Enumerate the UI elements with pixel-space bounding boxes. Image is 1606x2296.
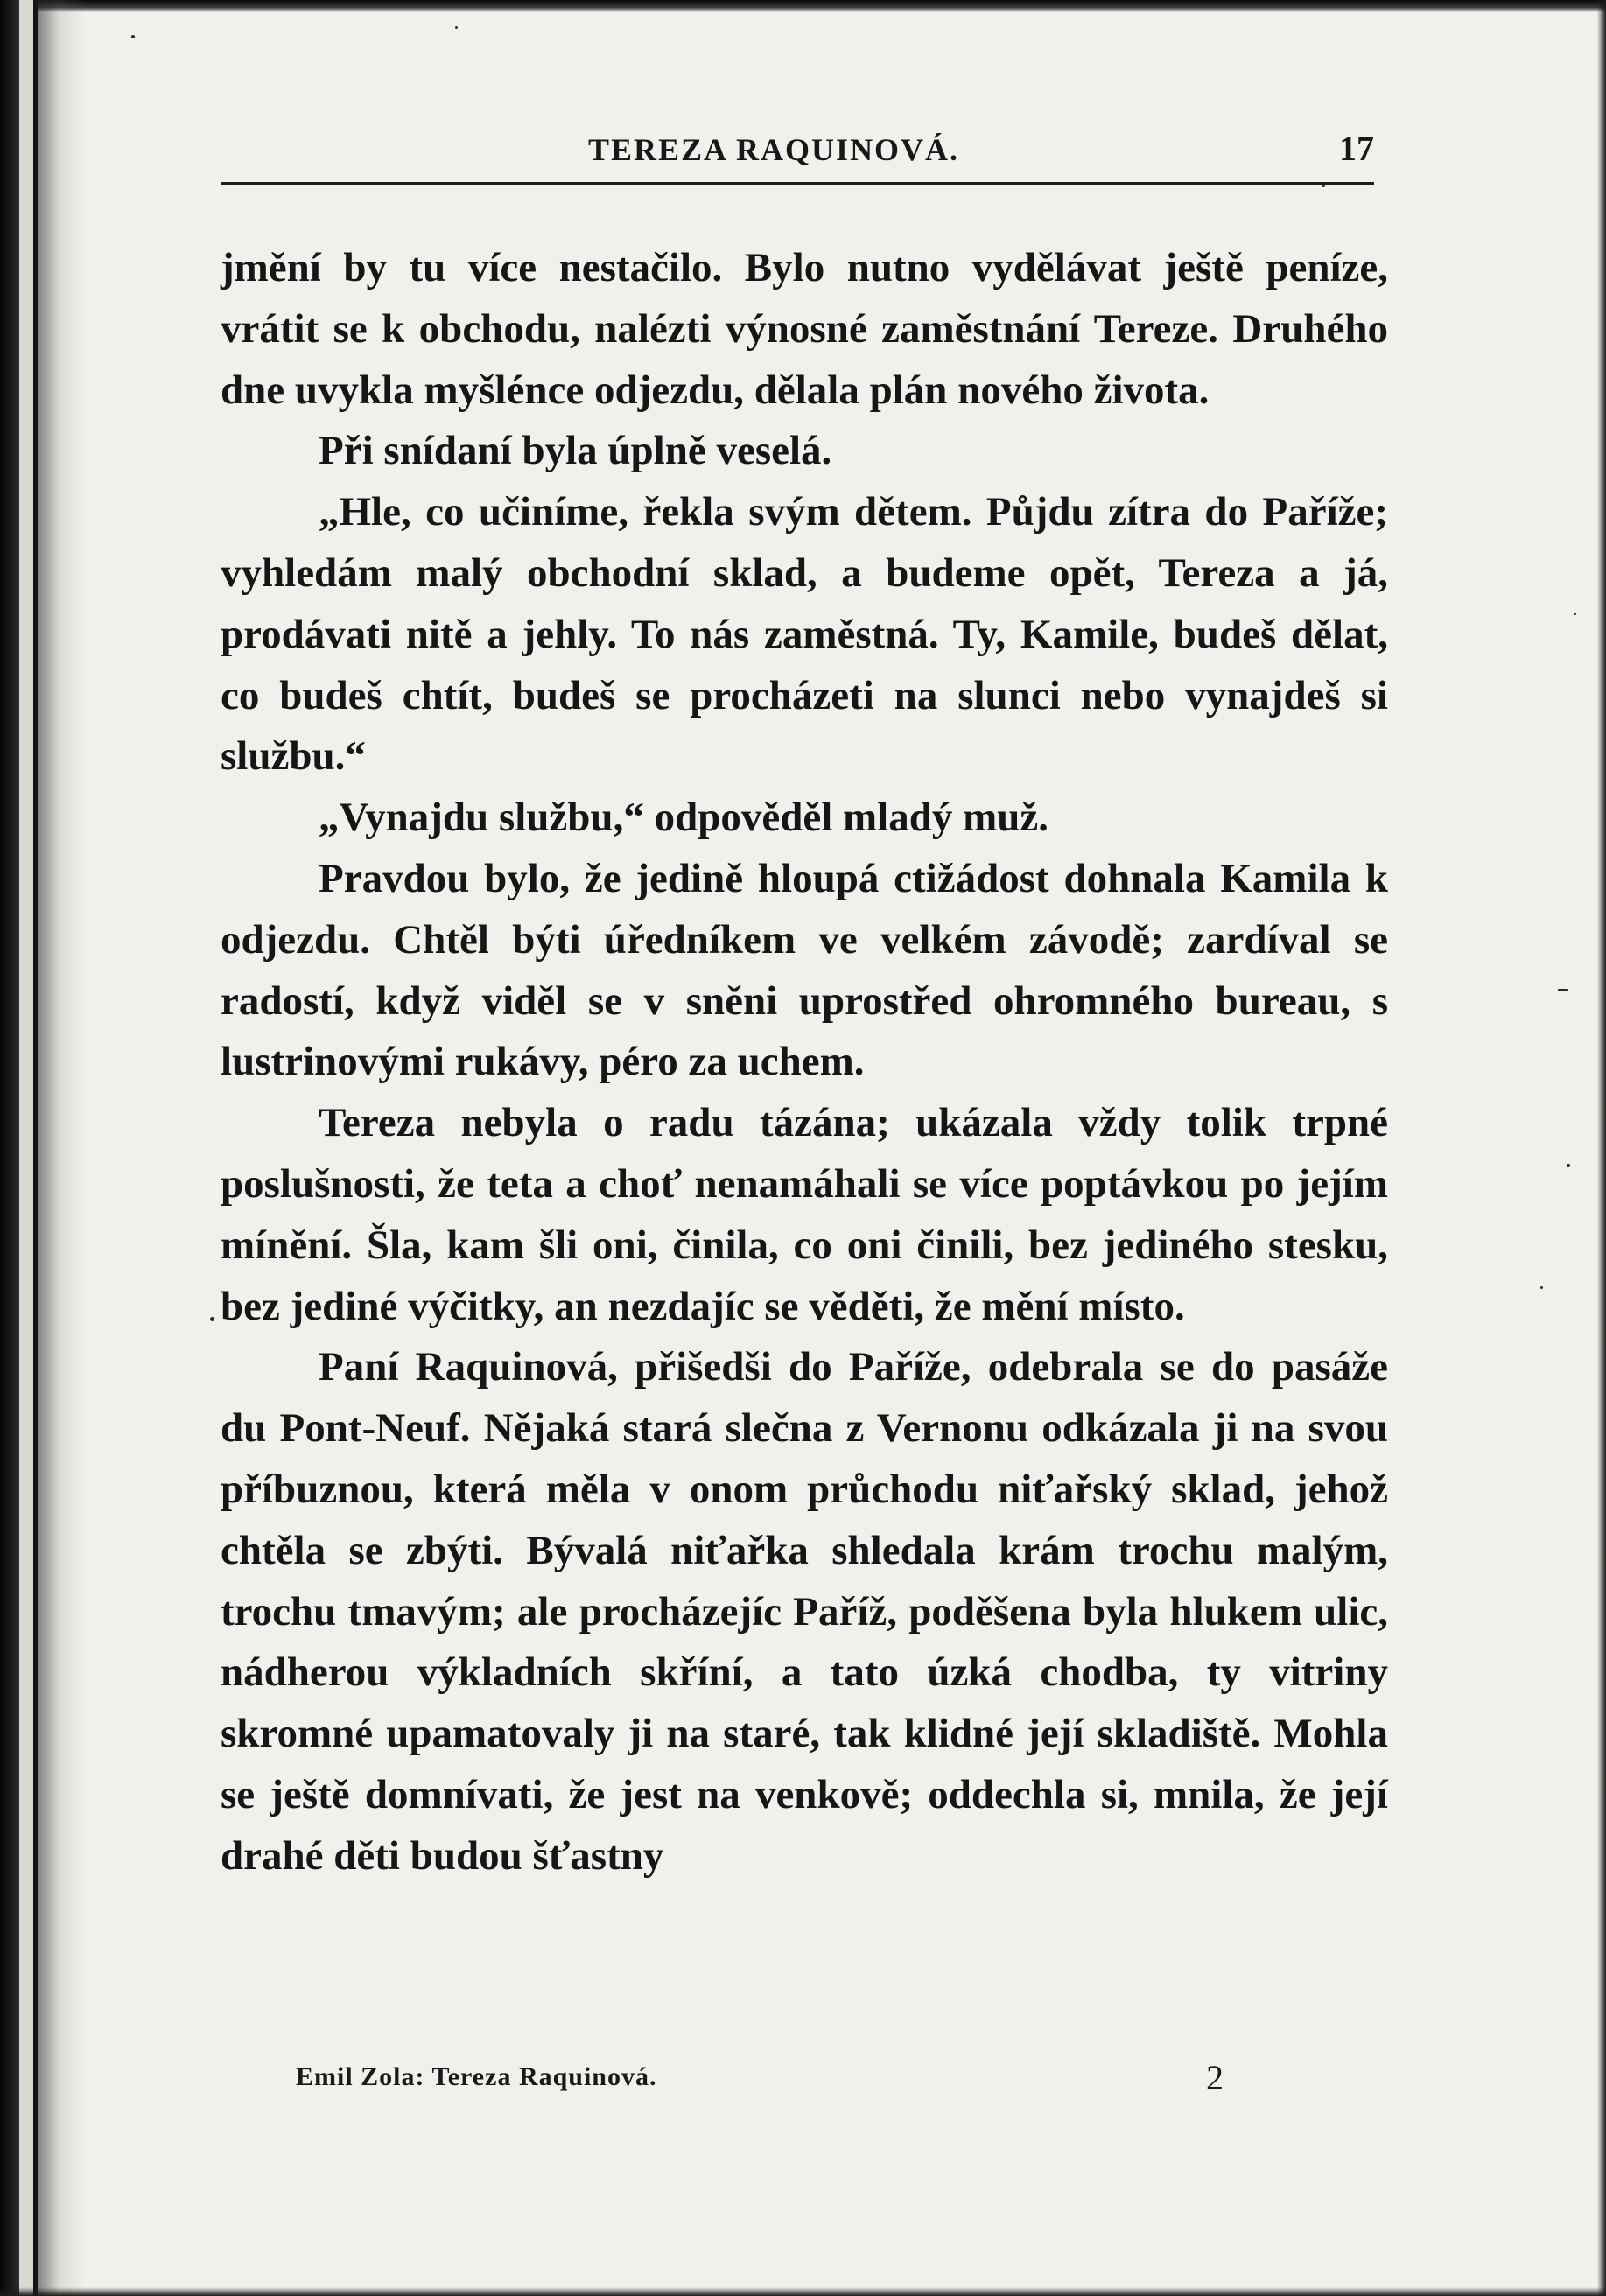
dust-speck — [131, 35, 135, 38]
dust-speck — [210, 1317, 214, 1321]
running-title: TEREZA RAQUINOVÁ. — [588, 132, 960, 167]
dust-speck — [1574, 612, 1576, 615]
paragraph: „Vynajdu službu,“ odpověděl mladý muž. — [319, 794, 1049, 841]
dust-speck — [1558, 989, 1568, 991]
spine-shadow — [38, 0, 86, 2296]
paragraph: Při snídaní byla úplně veselá. — [319, 428, 832, 474]
scan-edge-right — [1597, 0, 1606, 2296]
scan-edge-bottom — [0, 2287, 1606, 2296]
signature-number: 2 — [1206, 2058, 1224, 2097]
scan-edge-left — [0, 0, 19, 2296]
paragraph: „Hle, co učiníme, řekla svým dětem. Půjdu zítra do Paříže; vyhledám malý obchodní sklad, a budeme opět, Tereza a já, prodávati nitě a jehly. To nás zaměstná. Ty, Kamile, budeš dělat, co budeš chtít, budeš se procházeti na slunci nebo vynajdeš si službu.“ — [221, 489, 1388, 780]
body-text — [221, 238, 1388, 1887]
dust-speck — [1540, 1286, 1543, 1289]
dust-speck — [455, 26, 458, 29]
page-number: 17 — [1339, 129, 1374, 168]
page-header — [221, 130, 1374, 185]
paragraph: jmění by tu více nestačilo. Bylo nutno vydělávat ještě peníze, vrátit se k obchodu, nalézti výnosné zaměstnání Tereze. Druhého dne uvykla myšlénce odjezdu, dělala plán nového života. — [221, 245, 1388, 413]
paragraph: Tereza nebyla o radu tázána; ukázala vždy tolik trpné poslušnosti, že teta a choť nenamáhali se více poptávkou po jejím mínění. Šla, kam šli oni, činila, co oni činili, bez jediného stesku, bez jediné výčitky, an nezdajíc se věděti, že mění místo. — [221, 1100, 1388, 1329]
paragraph: Paní Raquinová, přišedši do Paříže, odebrala se do pasáže du Pont-Neuf. Nějaká stará slečna z Vernonu odkázala ji na svou příbuznou, která měla v onom průchodu niťařský sklad, jehož chtěla se zbýti. Bývalá niťařka shledala krám trochu malým, trochu tmavým; ale procházejíc Paříž, poděšena byla hlukem ulic, nádherou výkladních skříní, a tato úzká chodba, ty vitriny skromné upamatovaly ji na staré, tak klidné její skladiště. Mohla se ještě domnívati, že jest na venkově; oddechla si, mnila, že její drahé děti budou šťastny — [221, 1344, 1388, 1879]
printer-signature: Emil Zola: Tereza Raquinová. — [296, 2062, 657, 2091]
scan-edge-top — [0, 0, 1606, 12]
paragraph: Pravdou bylo, že jedině hloupá ctižádost dohnala Kamila k odjezdu. Chtěl býti úředníkem ve velkém závodě; zardíval se radostí, když viděl se v sněni uprostřed ohromného bureau, s lustrinovými rukávy, péro za uchem. — [221, 855, 1388, 1085]
dust-speck — [1567, 1164, 1570, 1167]
spine-gap — [19, 0, 33, 2296]
